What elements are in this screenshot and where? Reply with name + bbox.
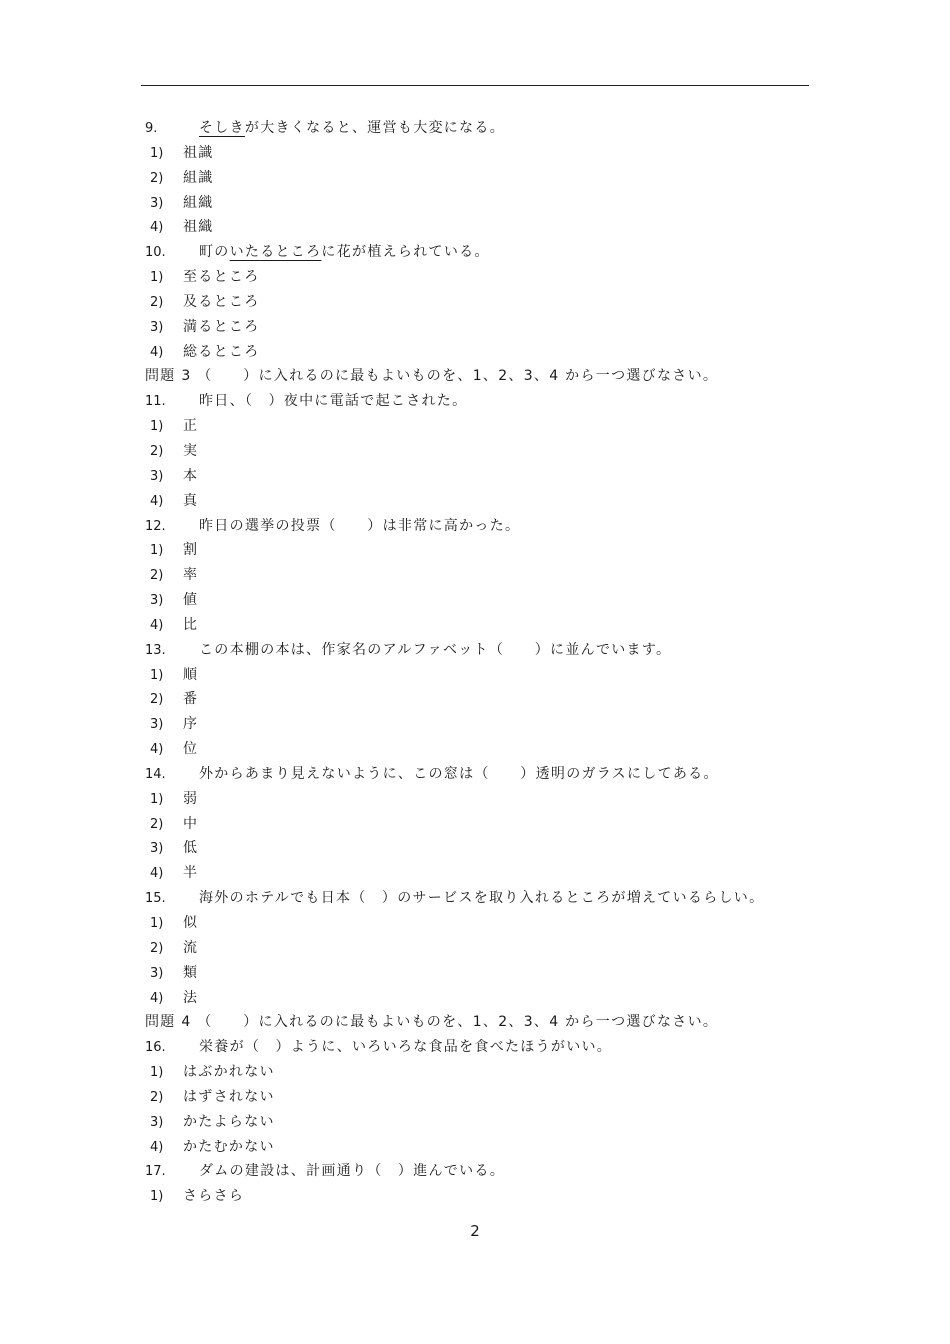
option-text: さらさら	[183, 1188, 245, 1205]
answer-option	[145, 737, 825, 762]
answer-option	[145, 1135, 825, 1160]
option-text: 半	[183, 865, 199, 882]
question-line	[145, 1035, 825, 1060]
option-number: 4)	[150, 742, 164, 758]
option-number: 4)	[150, 344, 164, 360]
option-text: 序	[183, 716, 199, 733]
answer-option	[145, 663, 825, 688]
question-number: 13.	[145, 642, 166, 658]
option-number: 3)	[150, 717, 164, 733]
answer-option	[145, 414, 825, 439]
answer-option	[145, 290, 825, 315]
section-heading: 問題 3 （ ）に入れるのに最もよいものを、1、2、3、4 から一つ選びなさい。	[145, 368, 719, 385]
option-text: 類	[183, 964, 199, 981]
answer-option	[145, 613, 825, 638]
option-text: 祖織	[183, 219, 214, 236]
option-text: 流	[183, 939, 199, 956]
option-text: 実	[183, 442, 199, 459]
question-list	[145, 116, 825, 1209]
option-number: 1)	[150, 270, 164, 286]
answer-option	[145, 588, 825, 613]
option-number: 1)	[150, 1189, 164, 1205]
answer-option	[145, 936, 825, 961]
option-number: 1)	[150, 667, 164, 683]
option-number: 2)	[150, 816, 164, 832]
option-number: 1)	[150, 791, 164, 807]
answer-option	[145, 141, 825, 166]
answer-option	[145, 464, 825, 489]
option-text: 満るところ	[183, 318, 260, 335]
header-rule	[141, 85, 809, 86]
option-text: 中	[183, 815, 199, 832]
question-number: 12.	[145, 518, 166, 534]
option-text: 率	[183, 567, 199, 584]
option-number: 3)	[150, 1114, 164, 1130]
answer-option	[145, 439, 825, 464]
option-number: 1)	[150, 543, 164, 559]
option-number: 3)	[150, 195, 164, 211]
answer-option	[145, 687, 825, 712]
answer-option	[145, 215, 825, 240]
option-number: 3)	[150, 468, 164, 484]
answer-option	[145, 812, 825, 837]
question-number: 9.	[145, 121, 158, 136]
answer-option	[145, 787, 825, 812]
option-number: 1)	[150, 419, 164, 435]
option-text: 番	[183, 691, 199, 708]
answer-option	[145, 340, 825, 365]
answer-option	[145, 563, 825, 588]
option-number: 4)	[150, 866, 164, 882]
option-text: 本	[183, 467, 199, 484]
answer-option	[145, 1085, 825, 1110]
section-heading: 問題 4 （ ）に入れるのに最もよいものを、1、2、3、4 から一つ選びなさい。	[145, 1014, 719, 1031]
option-text: 法	[183, 989, 199, 1006]
option-number: 3)	[150, 593, 164, 609]
option-text: 祖識	[183, 144, 214, 161]
answer-option	[145, 836, 825, 861]
question-text: 外からあまり見えないように、この窓は（ ）透明のガラスにしてある。	[199, 765, 719, 782]
page-number: 2	[470, 1222, 480, 1240]
option-number: 4)	[150, 617, 164, 633]
option-number: 2)	[150, 940, 164, 956]
option-number: 3)	[150, 841, 164, 857]
option-number: 1)	[150, 916, 164, 931]
question-line	[145, 514, 825, 539]
option-number: 2)	[150, 692, 164, 708]
option-number: 4)	[150, 493, 164, 509]
answer-option	[145, 265, 825, 290]
answer-option	[145, 1060, 825, 1085]
answer-option	[145, 986, 825, 1011]
option-text: 位	[183, 741, 199, 758]
option-number: 4)	[150, 1139, 164, 1155]
question-line	[145, 389, 825, 414]
question-number: 17.	[145, 1164, 166, 1180]
option-text: 至るところ	[183, 269, 260, 286]
question-text: この本棚の本は、作家名のアルファベット（ ）に並んでいます。	[199, 641, 672, 658]
question-number: 14.	[145, 766, 166, 782]
question-line	[145, 638, 825, 663]
option-text: 組織	[183, 194, 214, 211]
question-number: 16.	[145, 1040, 166, 1056]
answer-option	[145, 961, 825, 986]
answer-option	[145, 191, 825, 216]
question-text: 昨日の選挙の投票（ ）は非常に高かった。	[199, 517, 521, 534]
question-text: 栄養が（ ）ように、いろいろな食品を食べたほうがいい。	[199, 1039, 613, 1056]
option-text: 及るところ	[183, 293, 260, 310]
option-number: 2)	[150, 294, 164, 310]
answer-option	[145, 1110, 825, 1135]
option-text: かたむかない	[183, 1138, 275, 1155]
option-number: 2)	[150, 568, 164, 584]
option-text: 総るところ	[183, 343, 260, 360]
answer-option	[145, 166, 825, 191]
question-text-rest: が大きくなると、運営も大変になる。	[244, 120, 506, 136]
option-number: 1)	[150, 145, 164, 161]
answer-option	[145, 712, 825, 737]
option-text: 似	[183, 915, 199, 931]
answer-option	[145, 911, 825, 936]
question-line	[145, 762, 825, 787]
question-line	[145, 886, 825, 911]
question-text: 昨日、（ ）夜中に電話で起こされた。	[199, 393, 468, 410]
answer-option	[145, 1184, 825, 1209]
option-text: 値	[183, 592, 199, 609]
question-line	[145, 1159, 825, 1184]
option-text: 正	[183, 418, 199, 435]
question-line	[145, 240, 825, 265]
answer-option	[145, 315, 825, 340]
question-text: 海外のホテルでも日本（ ）のサービスを取り入れるところが増えているらしい。	[199, 890, 765, 907]
question-text: ダムの建設は、計画通り（ ）進んでいる。	[199, 1163, 505, 1180]
option-text: かたよらない	[183, 1113, 275, 1130]
question-text: 町の	[199, 244, 230, 261]
option-text: 比	[183, 616, 199, 633]
question-number: 11.	[145, 394, 166, 410]
underlined-term: そしき	[199, 120, 245, 136]
question-line	[145, 116, 825, 141]
option-text: はずされない	[183, 1088, 275, 1105]
answer-option	[145, 538, 825, 563]
option-text: 低	[183, 840, 199, 857]
option-number: 2)	[150, 443, 164, 459]
option-number: 2)	[150, 1089, 164, 1105]
option-number: 3)	[150, 319, 164, 335]
option-number: 1)	[150, 1065, 164, 1081]
option-number: 4)	[150, 990, 164, 1006]
option-text: 真	[183, 492, 199, 509]
option-text: 順	[183, 666, 199, 683]
option-text: 弱	[183, 790, 199, 807]
question-number: 15.	[145, 891, 166, 907]
answer-option	[145, 861, 825, 886]
option-text: 割	[183, 542, 199, 559]
option-text: はぶかれない	[183, 1064, 275, 1081]
option-number: 3)	[150, 965, 164, 981]
option-number: 2)	[150, 170, 164, 186]
option-text: 組識	[183, 169, 214, 186]
underlined-term: いたるところ	[229, 244, 322, 261]
question-text-rest: に花が植えられている。	[321, 244, 490, 261]
answer-option	[145, 489, 825, 514]
question-number: 10.	[145, 245, 166, 261]
option-number: 4)	[150, 220, 164, 236]
